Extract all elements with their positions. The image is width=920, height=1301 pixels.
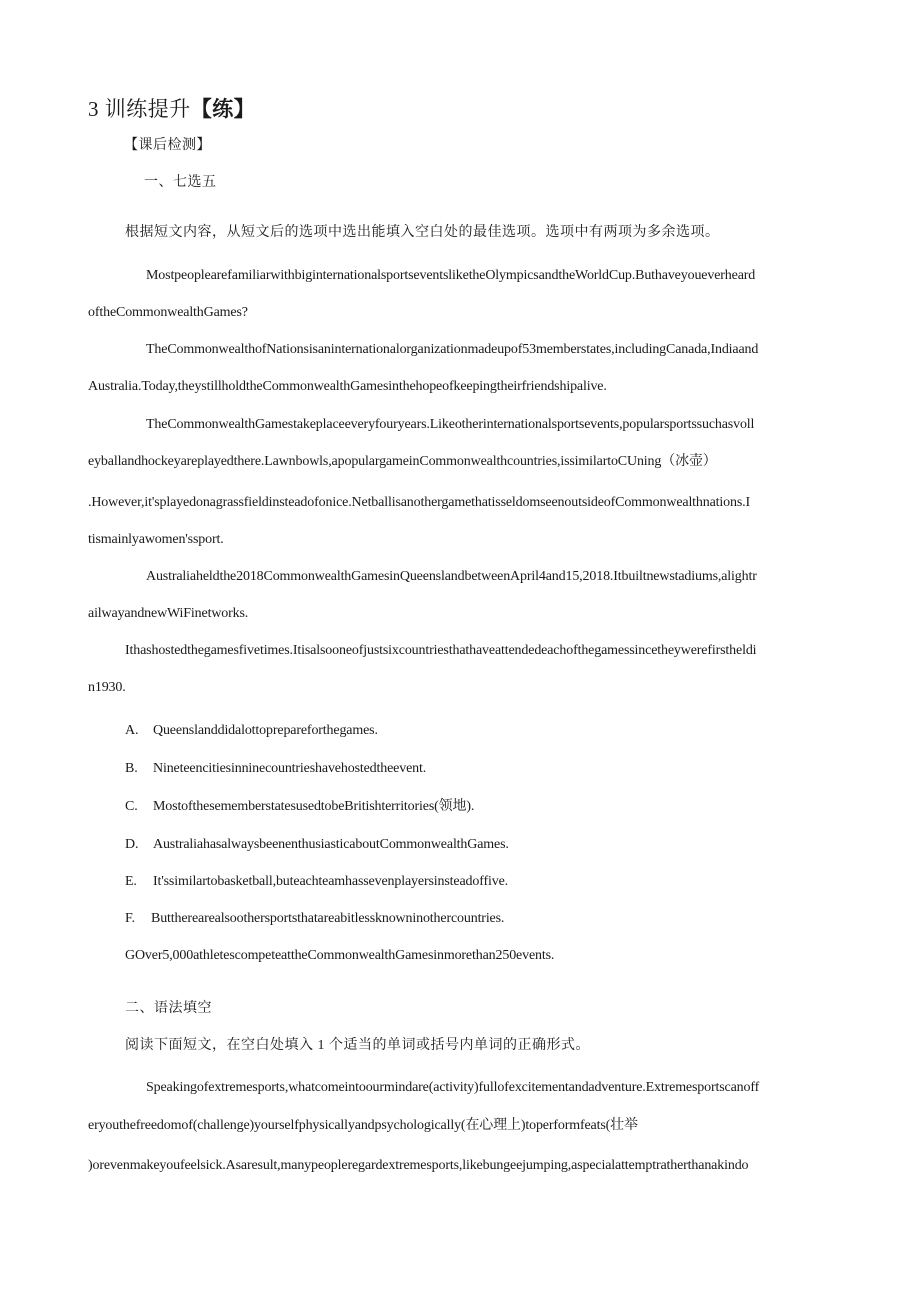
option-text: It'ssimilartobasketball,buteachteamhassevenplayersinsteadoffive. [153,874,508,889]
part1-instruction: 根据短文内容，从短文后的选项中选出能填入空白处的最佳选项。选项中有两项为多余选项。 [125,225,720,240]
passage-line: ailwayandnewWiFinetworks. [88,606,249,621]
option-text: GOver5,000athletescompeteattheCommonwealthGamesinmorethan250events. [125,948,555,963]
passage-line: TheCommonwealthGamestakeplaceeveryfouryears.Likeotherinternationalsportsevents,popularsportssuchasvoll [146,417,755,432]
option-letter: A. [125,723,139,738]
option-c [125,797,474,817]
option-letter: B. [125,761,138,776]
option-text: Queenslanddidalottoprepareforthegames. [153,723,378,738]
section-title-text: 训练提升 [104,97,191,121]
option-text: MostofthesememberstatesusedtobeBritishterritories(领地). [153,799,475,814]
passage-line: Ithashostedthegamesfivetimes.Itisalsooneofjustsixcountriesthathaveattendedeachofthegamessincetheywerefirstheldi [125,643,757,658]
option-letter: F. [125,911,135,926]
passage-line: eryouthefreedomof(challenge)yourselfphysicallyandpsychologically(在心理上)toperformfeats(壮举 [88,1118,638,1133]
option-d [125,835,509,855]
passage-line: Australiaheldthe2018CommonwealthGamesinQueenslandbetweenApril4and15,2018.Itbuiltnewstadiums,alightr [146,569,757,584]
passage-line: oftheCommonwealthGames? [88,305,248,320]
passage-line: TheCommonwealthofNationsisaninternationalorganizationmadeupof53memberstates,includingCanada,Indiaand [146,342,759,357]
option-text: AustraliahasalwaysbeenenthusiasticaboutCommonwealthGames. [153,837,509,852]
section-subtitle: 【课后检测】 [124,138,211,153]
section-title [88,96,255,122]
part1-heading: 一、七选五 [144,175,217,190]
option-g [125,946,554,966]
passage-line: Speakingofextremesports,whatcomeintoourmindare(activity)fullofexcitementandadventure.Extremesportscanoff [146,1080,760,1095]
passage-line: )orevenmakeyoufeelsick.Asaresult,manypeopleregardextremesports,likebungeejumping,aspecialattemptratherthanakindo [88,1158,749,1173]
option-text: Nineteencitiesinninecountrieshavehostedtheevent. [153,761,427,776]
part2-heading: 二、语法填空 [125,1001,212,1016]
option-text: Buttherearealsoothersportsthatareabitlessknowninothercountries. [151,911,505,926]
passage-line: n1930. [88,680,126,695]
option-letter: E. [125,874,137,889]
option-a [125,721,378,741]
option-letter: C. [125,799,138,814]
option-b [125,759,426,779]
passage-line: tismainlyawomen'ssport. [88,532,224,547]
passage-line: .However,it'splayedonagrassfieldinsteadofonice.NetballisanothergamethatisseldomseenoutsideofCommonwealthnations.I [88,495,751,510]
passage-line: Australia.Today,theystillholdtheCommonwealthGamesinthehopeofkeepingtheirfriendshipalive. [88,379,607,394]
option-letter: D. [125,837,139,852]
passage-line: eyballandhockeyareplayedthere.Lawnbowls,apopulargameinCommonwealthcountries,issimilartoCUning（冰壶） [88,454,717,469]
section-title-bold: 【练】 [190,97,256,121]
section-number: 3 [88,97,99,121]
option-e [125,872,508,892]
part2-instruction: 阅读下面短文，在空白处填入 1 个适当的单词或括号内单词的正确形式。 [125,1038,590,1053]
passage-line: MostpeoplearefamiliarwithbiginternationalsportseventsliketheOlympicsandtheWorldCup.Buthaveyoueverheard [146,268,756,283]
option-f [125,909,504,929]
